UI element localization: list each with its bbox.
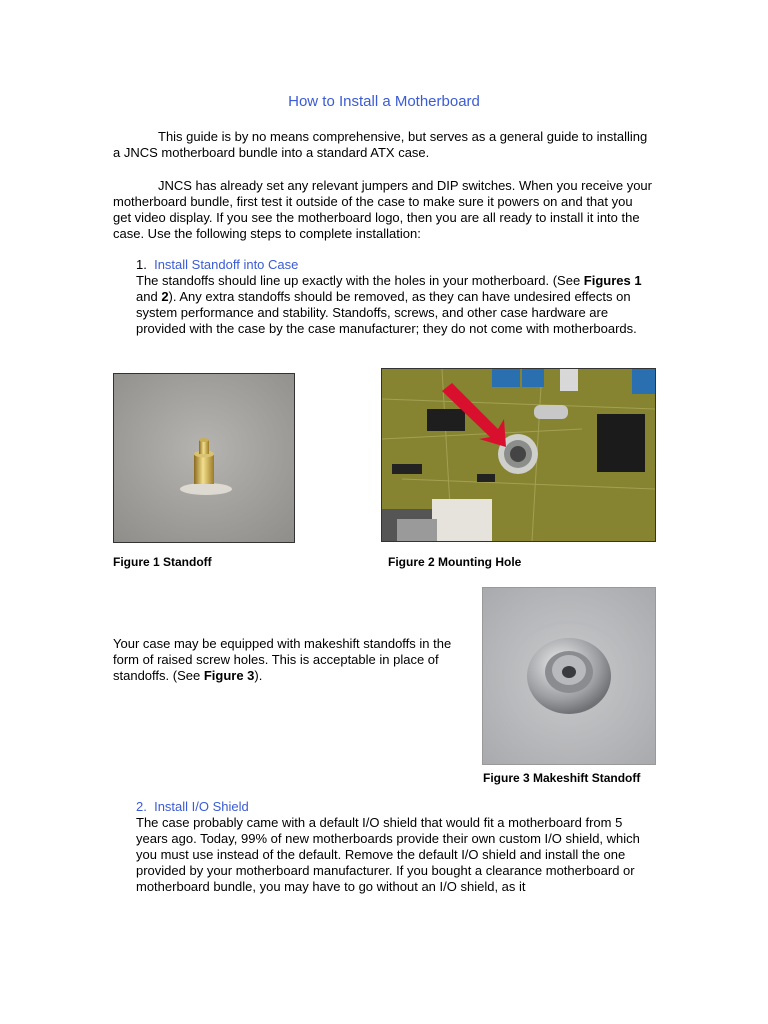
step-1-text-b: and <box>136 289 162 304</box>
figure-1-caption: Figure 1 Standoff <box>113 555 212 569</box>
step-1-title: Install Standoff into Case <box>154 257 299 272</box>
step-1-text-c: ). Any extra standoffs should be removed, as they can have undesired effects on system performance and stability. Standoffs, screws, and other case hardware are provided with the case by the case manufacturer; they do not come with motherboards. <box>136 289 637 336</box>
makeshift-standoff-paragraph <box>113 636 473 684</box>
step-1-text-a: The standoffs should line up exactly with the holes in your motherboard. (See <box>136 273 584 288</box>
step-2-heading <box>136 799 249 815</box>
figure-2-mounting-hole-photo <box>381 368 656 542</box>
step-1-heading <box>136 257 298 273</box>
figure-3-caption: Figure 3 Makeshift Standoff <box>483 771 641 785</box>
page-title: How to Install a Motherboard <box>288 93 480 110</box>
figure-1-standoff-photo <box>113 373 295 543</box>
figure-1-reference: Figures 1 <box>583 273 642 288</box>
step-2-number: 2. <box>136 799 147 814</box>
figure-2-reference: 2 <box>161 289 169 304</box>
makeshift-text-b: ). <box>254 668 263 683</box>
figure-3-reference: Figure 3 <box>203 668 255 683</box>
figure-2-caption: Figure 2 Mounting Hole <box>388 555 522 569</box>
step-2-title: Install I/O Shield <box>154 799 249 814</box>
makeshift-text-a: Your case may be equipped with makeshift standoffs in the form of raised screw holes. This is acceptable in place of standoffs. (See <box>113 636 452 683</box>
intro-paragraph-2: JNCS has already set any relevant jumpers and DIP switches. When you receive your motherboard bundle, first test it outside of the case to make sure it powers on and that you get video display. If you see the motherboard logo, then you are all ready to install it into the case. Use the following steps to complete installation: <box>113 178 652 241</box>
step-1-body <box>136 273 656 337</box>
step-1-number: 1. <box>136 257 147 272</box>
step-2-body: The case probably came with a default I/O shield that would fit a motherboard from 5 years ago. Today, 99% of new motherboards provide their own custom I/O shield, which you must use instead of the default. Remove the default I/O shield and install the one provided by your motherboard manufacturer. If you bought a clearance motherboard or motherboard bundle, you may have to go without an I/O shield, as it <box>136 815 640 894</box>
intro-paragraph-1: This guide is by no means comprehensive, but serves as a general guide to installing a JNCS motherboard bundle into a standard ATX case. <box>113 129 648 160</box>
figure-3-makeshift-standoff-photo <box>482 587 656 765</box>
